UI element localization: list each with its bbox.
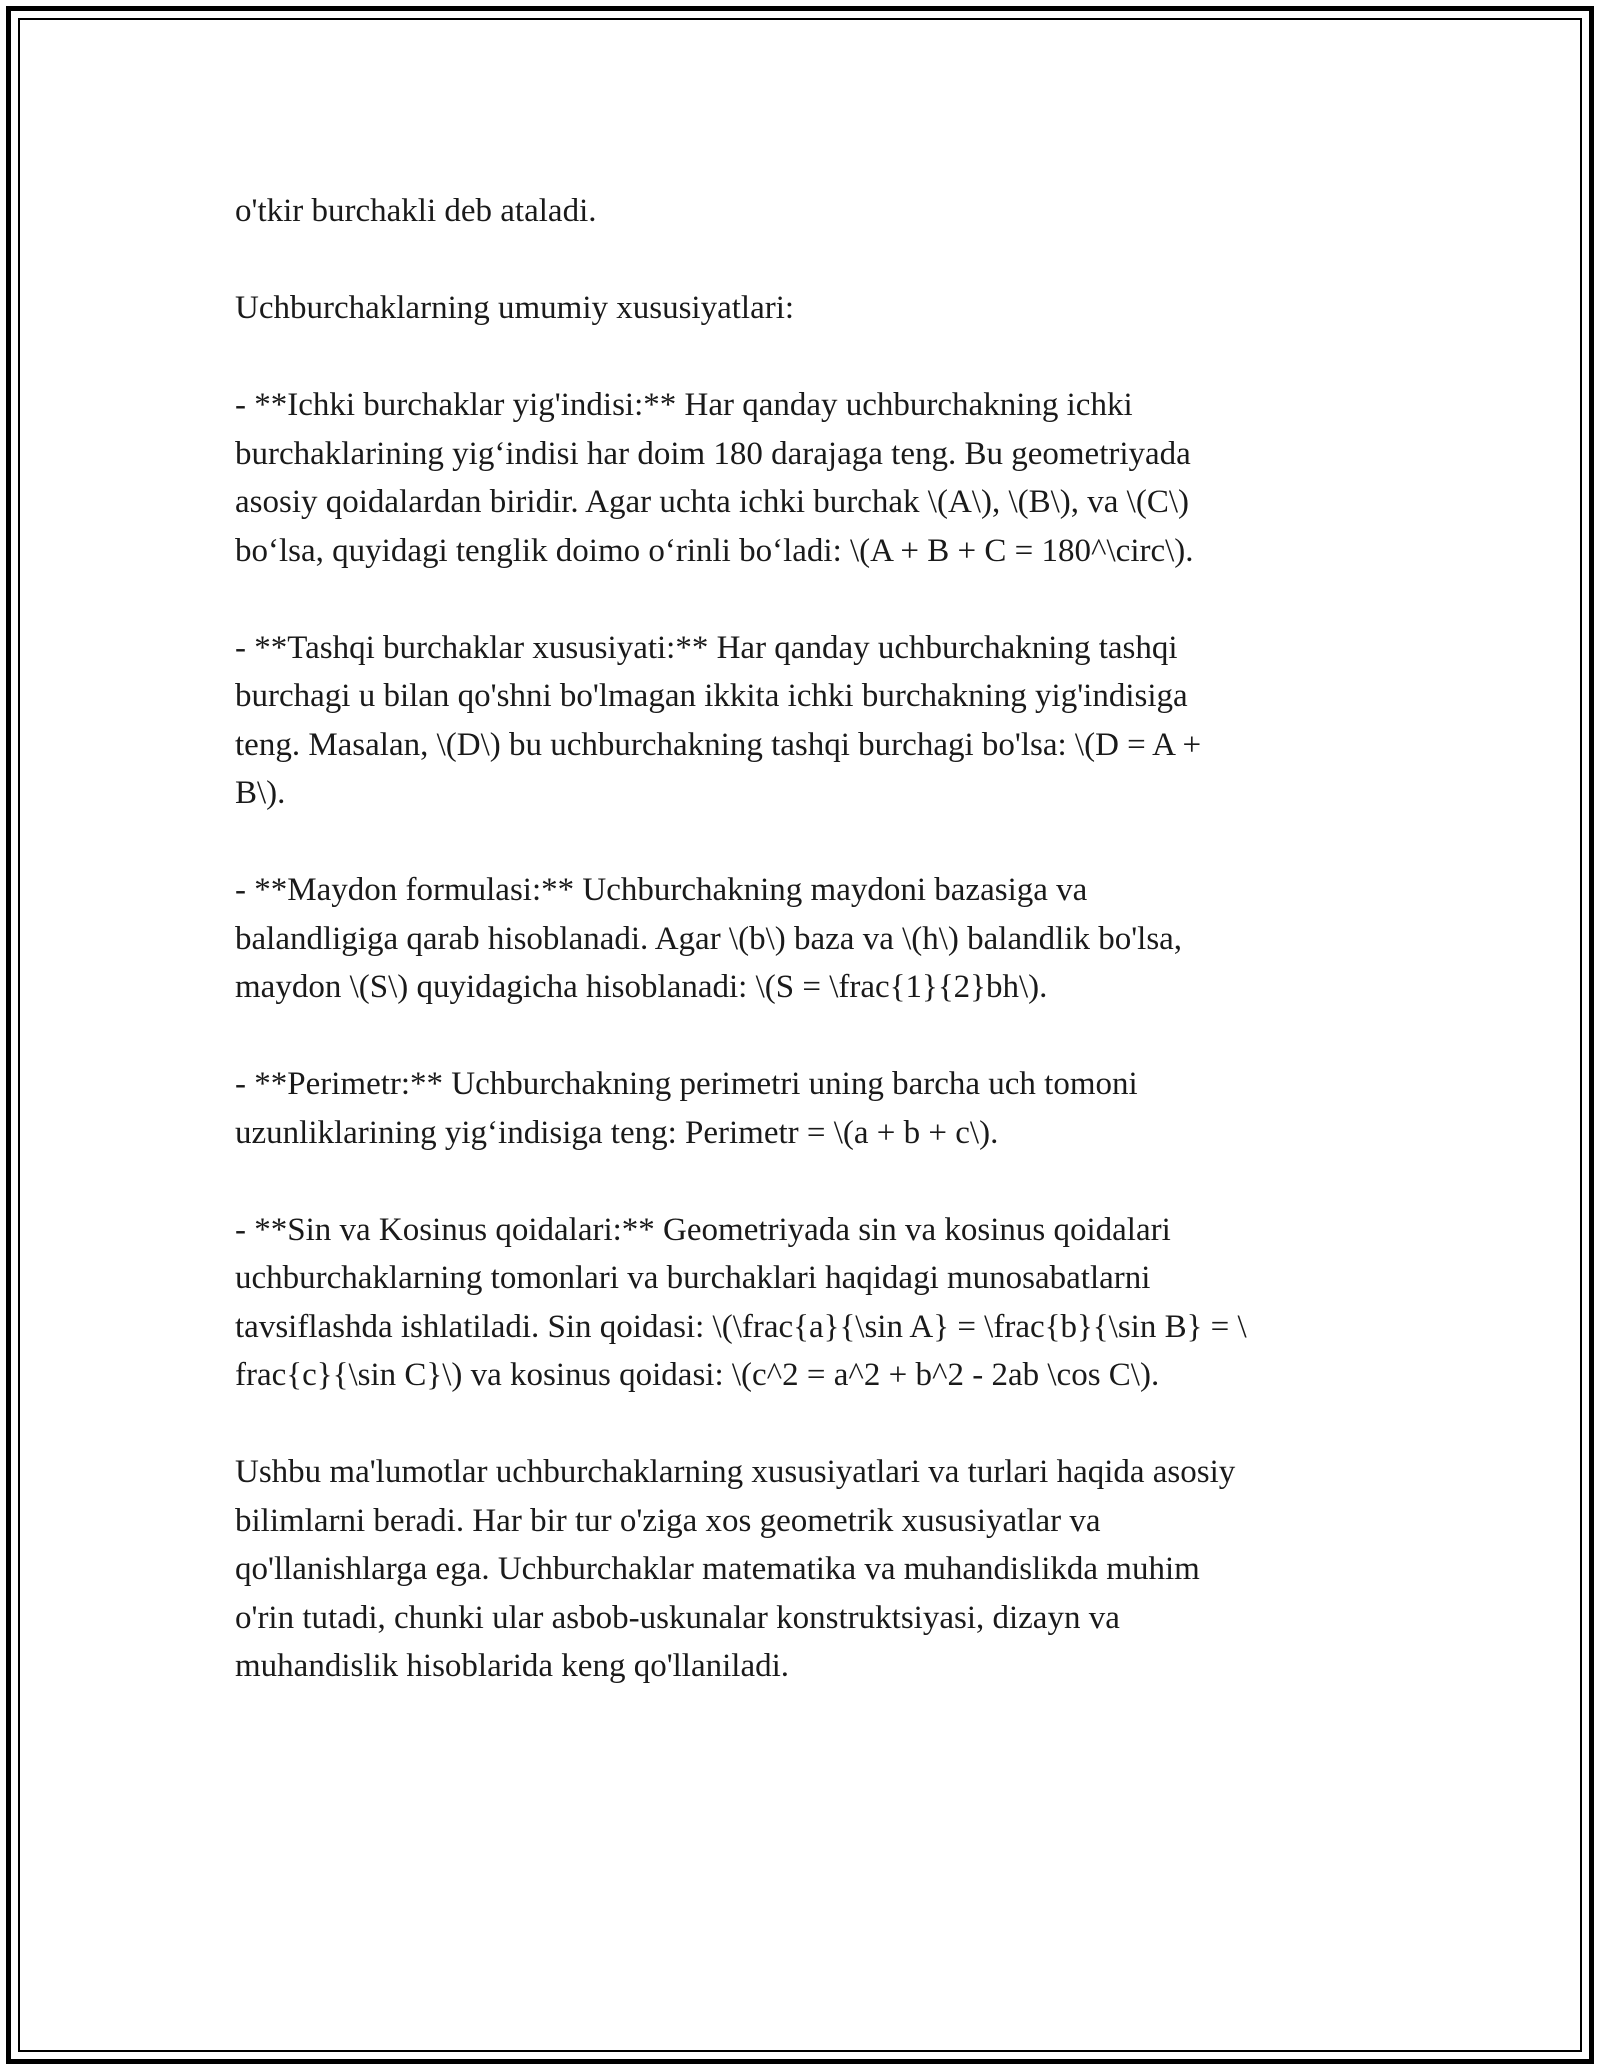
- paragraph-conclusion: Ushbu ma'lumotlar uchburchaklarning xususiyatlari va turlari haqida asosiy bilimlarni beradi. Har bir tur o'ziga xos geometrik xususiyatlar va qo'llanishlarga ega. Uchburchaklar matematika va muhandislikda muhim o'rin tutadi, chunki ular asbob-uskunalar konstruktsiyasi, dizayn va muhandislik hisoblarida keng qo'llaniladi.: [235, 1454, 1236, 1684]
- paragraph-sine-cosine-rules: - **Sin va Kosinus qoidalari:** Geometriyada sin va kosinus qoidalari uchburchaklarning tomonlari va burchaklari haqidagi munosabatlarni tavsiflashda ishlatiladi. Sin qoidasi: \(\frac{a}{\sin A} = \frac{b}{\sin B} = \ frac{c}{\sin C}\) va kosinus qoidasi: \(c^2 = a^2 + b^2 - 2ab \cos C\).: [235, 1211, 1247, 1393]
- paragraph-section-heading: Uchburchaklarning umumiy xususiyatlari:: [235, 290, 795, 326]
- paragraph-intro-continuation: o'tkir burchakli deb ataladi.: [235, 193, 597, 229]
- paragraph-exterior-angles: - **Tashqi burchaklar xususiyati:** Har qanday uchburchakning tashqi burchagi u bilan qo'shni bo'lmagan ikkita ichki burchakning yig'indisiga teng. Masalan, \(D\) bu uchburchakning tashqi burchagi bo'lsa: \(D = A + B\).: [235, 629, 1202, 811]
- document-body: [235, 187, 1375, 1691]
- paragraph-interior-angles: - **Ichki burchaklar yig'indisi:** Har qanday uchburchakning ichki burchaklarining yig‘indisi har doim 180 darajaga teng. Bu geometriyada asosiy qoidalardan biridir. Agar uchta ichki burchak \(A\), \(B\), va \(C\) bo‘lsa, quyidagi tenglik doimo o‘rinli bo‘ladi: \(A + B + C = 180^\circ\).: [235, 387, 1194, 569]
- paragraph-perimeter: - **Perimetr:** Uchburchakning perimetri uning barcha uch tomoni uzunliklarining yig‘indisiga teng: Perimetr = \(a + b + c\).: [235, 1066, 1138, 1151]
- paragraph-area-formula: - **Maydon formulasi:** Uchburchakning maydoni bazasiga va balandligiga qarab hisoblanadi. Agar \(b\) baza va \(h\) balandlik bo'lsa, maydon \(S\) quyidagicha hisoblanadi: \(S = \frac{1}{2}bh\).: [235, 872, 1183, 1005]
